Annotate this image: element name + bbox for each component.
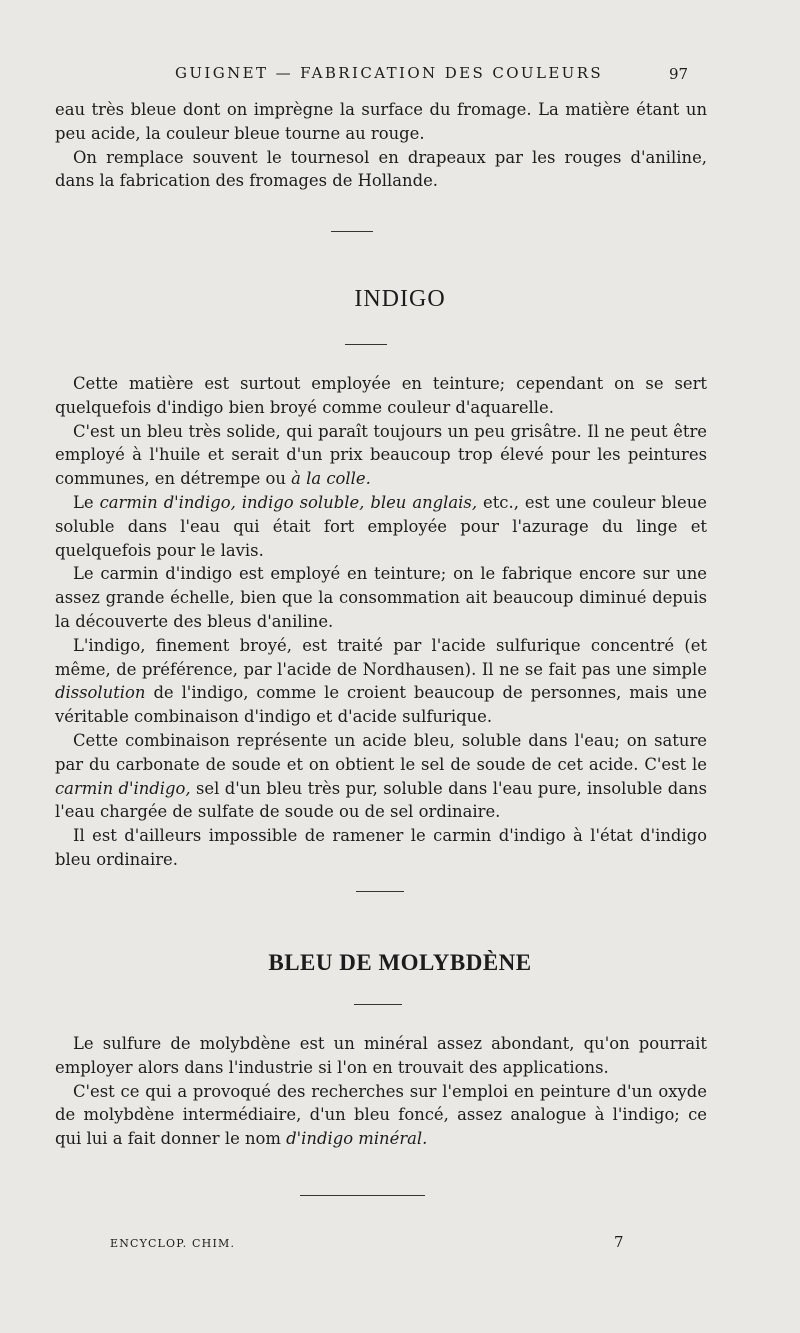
indigo-paragraph-3-emphasis: carmin d'indigo, indigo soluble, bleu anglais,	[99, 492, 478, 512]
page-number: 97	[669, 65, 689, 83]
indigo-paragraph-6-tail: sel d'un bleu très pur, soluble dans l'eau pure, insoluble dans l'eau chargée de sulfate de soude ou de sel ordinaire.	[55, 778, 707, 822]
indigo-paragraph-2	[55, 420, 707, 491]
indigo-paragraph-6	[55, 729, 707, 824]
heading-underline	[354, 1004, 402, 1005]
intro-text	[55, 98, 707, 193]
molybdene-paragraph-1: Le sulfure de molybdène est un minéral assez abondant, qu'on pourrait employer alors dans l'industrie si l'on en trouvait des applications.	[55, 1034, 707, 1077]
indigo-paragraph-2-emphasis: à la colle.	[291, 469, 371, 489]
indigo-paragraph-7: Il est d'ailleurs impossible de ramener le carmin d'indigo à l'état d'indigo bleu ordinaire.	[55, 826, 707, 869]
indigo-paragraph-6-text: Cette combinaison représente un acide bleu, soluble dans l'eau; on sature par du carbonate de soude et on obtient le sel de soude de cet acide. C'est le	[55, 730, 707, 774]
indigo-paragraph-1: Cette matière est surtout employée en teinture; cependant on se sert quelquefois d'indigo bien broyé comme couleur d'aquarelle.	[55, 374, 707, 417]
indigo-paragraph-5-text: L'indigo, finement broyé, est traité par l'acide sulfurique concentré (et même, de préférence, par l'acide de Nordhausen). Il ne se fait pas une simple	[55, 635, 707, 679]
intro-paragraph-2: On remplace souvent le tournesol en drapeaux par les rouges d'aniline, dans la fabrication des fromages de Hollande.	[55, 147, 707, 191]
footer-sheet-number: 7	[614, 1233, 624, 1251]
indigo-paragraph-5-emphasis: dissolution	[55, 683, 146, 703]
section-divider	[356, 891, 404, 892]
heading-underline	[345, 344, 387, 345]
molybdene-paragraph-2	[55, 1080, 707, 1151]
indigo-text	[55, 372, 707, 872]
section-heading-molybdene: BLEU DE MOLYBDÈNE	[268, 950, 532, 975]
indigo-paragraph-4: Le carmin d'indigo est employé en teinture; on le fabrique encore sur une assez grande échelle, bien que la consommation ait beaucoup diminué depuis la découverte des bleus d'aniline.	[55, 564, 707, 631]
indigo-paragraph-3-text: etc., est une couleur bleue soluble dans l'eau qui était fort employée pour l'azurage du linge et quelquefois pour le lavis.	[55, 492, 707, 560]
section-heading-indigo: INDIGO	[354, 286, 446, 312]
indigo-paragraph-5-tail: de l'indigo, comme le croient beaucoup de personnes, mais une véritable combinaison d'indigo et d'acide sulfurique.	[55, 683, 707, 727]
indigo-paragraph-3	[55, 491, 707, 562]
molybdene-paragraph-2-text: C'est ce qui a provoqué des recherches sur l'emploi en peinture d'un oxyde de molybdène intermédiaire, d'un bleu foncé, assez analogue à l'indigo; ce qui lui a fait donner le nom	[55, 1081, 707, 1149]
indigo-paragraph-3-lead: Le	[73, 492, 94, 512]
running-title: GUIGNET — FABRICATION DES COULEURS	[175, 64, 604, 82]
footer-rule	[300, 1195, 425, 1196]
indigo-paragraph-2-text: C'est un bleu très solide, qui paraît toujours un peu grisâtre. Il ne peut être employé à l'huile et serait d'un prix beaucoup trop élevé pour les peintures communes, en détrempe ou	[55, 421, 707, 489]
indigo-paragraph-6-emphasis: carmin d'indigo,	[55, 778, 191, 798]
indigo-paragraph-5	[55, 634, 707, 729]
footer-signature: ENCYCLOP. CHIM.	[110, 1237, 236, 1250]
molybdene-text	[55, 1032, 707, 1151]
section-divider	[331, 231, 373, 232]
molybdene-paragraph-2-emphasis: d'indigo minéral.	[286, 1129, 428, 1149]
intro-paragraph-1: eau très bleue dont on imprègne la surface du fromage. La matière étant un peu acide, la couleur bleue tourne au rouge.	[55, 100, 707, 143]
